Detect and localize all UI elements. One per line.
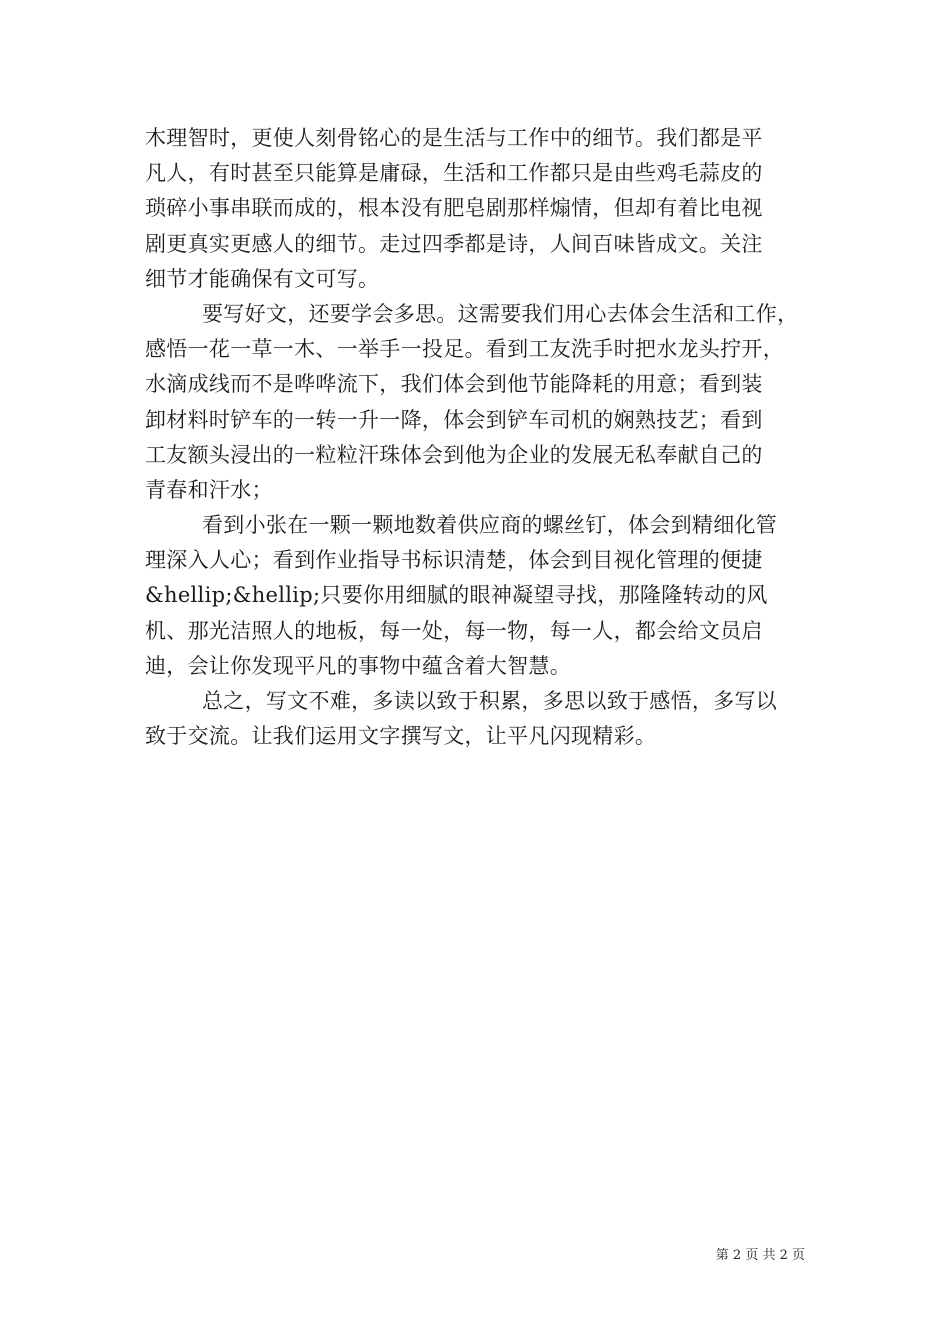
text-line: 致于交流。让我们运用文字撰写文，让平凡闪现精彩。 xyxy=(145,724,657,749)
paragraph-first-line: 总之，写文不难，多读以致于积累，多思以致于感悟，多写以 xyxy=(202,689,778,713)
text-line: 理深入人心；看到作业指导书标识清楚，体会到目视化管理的便捷 xyxy=(145,548,763,573)
document-body xyxy=(145,121,810,754)
text-line: 琐碎小事串联而成的，根本没有肥皂剧那样煽情，但却有着比电视 xyxy=(145,196,763,221)
text-line: 细节才能确保有文可写。 xyxy=(145,266,380,291)
text-line: 感悟一花一草一木、一举手一投足。看到工友洗手时把水龙头拧开， xyxy=(145,337,784,362)
text-line: &hellip;&hellip;只要你用细腻的眼神凝望寻找，那隆隆转动的风 xyxy=(145,583,768,608)
paragraph-first-line: 看到小张在一颗一颗地数着供应商的螺丝钉，体会到精细化管 xyxy=(202,513,778,538)
text-line: 水滴成线而不是哗哗流下，我们体会到他节能降耗的用意；看到装 xyxy=(145,372,763,397)
text-line: 机、那光洁照人的地板，每一处，每一物，每一人，都会给文员启 xyxy=(145,618,763,643)
paragraph-first-line: 要写好文，还要学会多思。这需要我们用心去体会生活和工作， xyxy=(202,301,799,326)
page-number-footer xyxy=(716,1247,805,1265)
text-line: 工友额头浸出的一粒粒汗珠体会到他为企业的发展无私奉献自己的 xyxy=(145,442,763,467)
page-number-label: 第 2 页 共 2 页 xyxy=(715,1248,805,1263)
text-line: 木理智时，更使人刻骨铭心的是生活与工作中的细节。我们都是平 xyxy=(145,126,763,150)
text-line: 青春和汗水； xyxy=(145,477,273,502)
text-line: 卸材料时铲车的一转一升一降，体会到铲车司机的娴熟技艺；看到 xyxy=(145,407,763,432)
text-line: 凡人，有时甚至只能算是庸碌，生活和工作都只是由些鸡毛蒜皮的 xyxy=(145,161,763,186)
text-line: 剧更真实更感人的细节。走过四季都是诗，人间百味皆成文。关注 xyxy=(145,231,763,256)
text-line: 迪，会让你发现平凡的事物中蕴含着大智慧。 xyxy=(145,653,571,678)
